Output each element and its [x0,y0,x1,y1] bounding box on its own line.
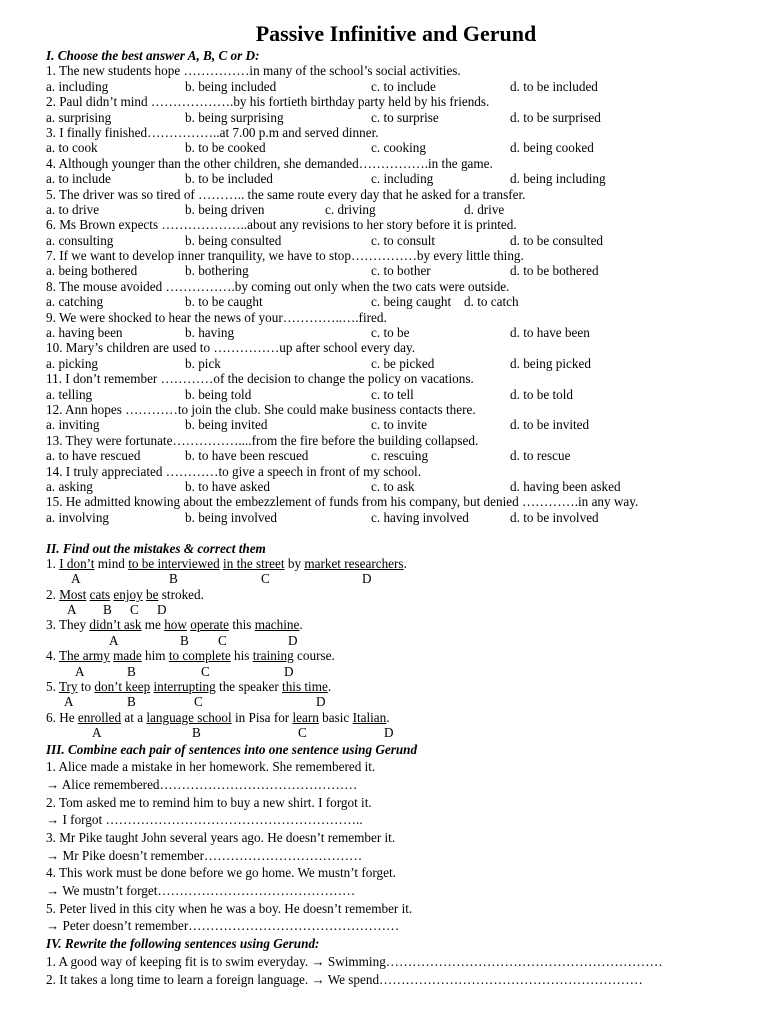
option-letter: A [75,663,85,679]
answer-options [46,325,746,340]
page-title: Passive Infinitive and Gerund [255,21,537,46]
sentence-text: course. [293,648,335,664]
option-letter: A [64,694,74,710]
option-letters [46,633,746,648]
answer-options [46,263,746,278]
answer-option[interactable]: c. being caught [371,294,452,310]
option-letter: A [71,571,81,587]
underlined-segment: market researchers [304,555,404,571]
answer-options [46,294,746,309]
answer-option[interactable]: b. being surprising [185,109,284,125]
underlined-segment: this time [282,679,328,695]
answer-line: → Mr Pike doesn’t remember……………………………… [46,847,363,863]
option-letter: D [384,725,394,741]
answer-option[interactable]: a. being bothered [46,263,138,279]
answer-options [46,110,746,125]
sentence-text: . [386,709,390,725]
mistake-sentence [46,679,746,694]
underlined-segment: enrolled [77,709,122,725]
answer-option[interactable]: d. being cooked [510,140,594,156]
sentence-text: 3. They [46,617,90,633]
option-letter: B [192,725,201,741]
answer-option[interactable]: a. picking [46,355,99,371]
underlined-segment: Italian [352,709,387,725]
option-letter: C [130,602,139,618]
underlined-segment: to be interviewed [128,555,220,571]
sentence-pair: 4. This work must be done before we go home. We mustn’t forget. [46,865,396,881]
option-letter: A [92,725,102,741]
answer-option[interactable]: c. driving [325,201,376,217]
section-4-lines [46,953,746,988]
option-letters [46,664,746,679]
underlined-segment: language school [146,709,232,725]
answer-options [46,387,746,402]
answer-option[interactable]: c. to ask [371,478,415,494]
answer-options [46,233,746,248]
sentence-text: 2. [46,586,60,602]
rewrite-line: 1. A good way of keeping fit is to swim everyday. → Swimming……………………………………………………… [46,953,663,969]
underlined-segment: operate [190,617,230,633]
question-text: 6. Ms Brown expects ………………..about any revisions to her story before it is printed. [46,217,517,233]
option-letter: D [284,663,294,679]
answer-options [46,140,746,155]
option-letter: B [103,602,112,618]
underlined-segment: enjoy [113,586,143,602]
mistake-sentence [46,556,746,571]
underlined-segment: made [113,648,142,664]
option-letters [46,571,746,586]
answer-option[interactable]: d. to catch [464,294,519,310]
answer-option[interactable]: b. to be included [185,171,273,187]
answer-options [46,479,746,494]
mistake-sentence [46,587,746,602]
option-letters [46,602,746,617]
section-2-items [46,556,746,741]
section-gap [46,525,746,540]
answer-option[interactable]: c. including [371,171,434,187]
option-letter: C [298,725,307,741]
answer-option[interactable]: d. to be invited [510,417,590,433]
section-3-heading: III. Combine each pair of sentences into one sentence using Gerund [46,741,418,757]
answer-option[interactable]: d. being picked [510,355,591,371]
question-text: 1. The new students hope ……………in many of the school’s social activities. [46,63,461,79]
answer-option[interactable]: a. to drive [46,201,100,217]
answer-options [46,202,746,217]
answer-option[interactable]: c. rescuing [371,448,429,464]
answer-option[interactable]: d. to be included [510,78,598,94]
option-letter: A [109,632,119,648]
question-text: 10. Mary’s children are used to ……………up after school every day. [46,340,416,356]
answer-option[interactable]: b. pick [185,355,221,371]
option-letter: B [180,632,189,648]
answer-option[interactable]: b. to be cooked [185,140,266,156]
underlined-segment: The army [58,648,110,664]
sentence-text: by [284,555,305,571]
option-letter: C [194,694,203,710]
question-text: 15. He admitted knowing about the embezzlement of funds from his company, but denied ………….in any way. [46,494,639,510]
sentence-text: mind [94,555,129,571]
answer-option[interactable]: c. to surprise [371,109,439,125]
section-1-heading: I. Choose the best answer A, B, C or D: [46,48,260,63]
underlined-segment: I don’t [59,555,95,571]
answer-option[interactable]: d. drive [464,201,505,217]
sentence-pair: 2. Tom asked me to remind him to buy a new shirt. I forgot it. [46,794,372,810]
option-letter: C [218,632,227,648]
answer-option[interactable]: c. to tell [371,386,414,402]
answer-option[interactable]: b. being consulted [185,232,282,248]
answer-option[interactable]: a. to have rescued [46,448,141,464]
answer-option[interactable]: d. to rescue [510,448,571,464]
answer-options [46,171,746,186]
sentence-text: him [141,648,169,664]
question-text: 8. The mouse avoided …………….by coming out only when the two cats were outside. [46,278,510,294]
option-letter: C [201,663,210,679]
answer-option[interactable]: d. to be told [510,386,574,402]
underlined-segment: didn’t ask [89,617,142,633]
answer-option[interactable]: c. cooking [371,140,426,156]
section-1-questions [46,63,746,525]
answer-option[interactable]: d. to be involved [510,509,599,525]
section-2-heading: II. Find out the mistakes & correct them [46,540,266,556]
underlined-segment: interrupting [153,679,216,695]
answer-option[interactable]: b. to have been rescued [185,448,309,464]
question-text: 14. I truly appreciated …………to give a speech in front of my school. [46,463,422,479]
sentence-text: in Pisa for [231,709,293,725]
sentence-pair: 3. Mr Pike taught John several years ago. He doesn’t remember it. [46,830,396,846]
answer-option[interactable]: b. having [185,325,235,341]
answer-option[interactable]: b. being included [185,78,277,94]
answer-options [46,510,746,525]
sentence-text: at a [121,709,147,725]
sentence-text: me [141,617,165,633]
answer-option[interactable]: d. being including [510,171,606,187]
answer-option[interactable]: a. involving [46,509,110,525]
option-letter: D [157,602,167,618]
underlined-segment: training [252,648,294,664]
sentence-text: this [229,617,255,633]
answer-option[interactable]: b. to be caught [185,294,263,310]
mistake-sentence [46,648,746,663]
answer-option[interactable]: b. being told [185,386,252,402]
underlined-segment: machine [254,617,300,633]
underlined-segment: be [146,586,159,602]
worksheet-page [46,20,746,988]
question-text: 3. I finally finished……………..at 7.00 p.m and served dinner. [46,124,379,140]
sentence-text: the speaker [215,679,283,695]
question-text: 2. Paul didn’t mind ……………….by his fortieth birthday party held by his friends. [46,94,490,110]
rewrite-line: 2. It takes a long time to learn a foreign language. → We spend…………………………………………………… [46,971,643,987]
sentence-text: . [403,555,407,571]
question-text: 11. I don’t remember …………of the decision to change the policy on vacations. [46,371,474,387]
question-text: 7. If we want to develop inner tranquility, we have to stop……………by every little thing. [46,248,524,264]
option-letter: B [127,663,136,679]
section-3-lines [46,758,746,935]
option-letters [46,725,746,740]
option-letters [46,694,746,709]
underlined-segment: cats [89,586,111,602]
underlined-segment: Most [59,586,87,602]
answer-option[interactable]: a. telling [46,386,93,402]
answer-option[interactable]: c. to invite [371,417,428,433]
answer-option[interactable]: a. to include [46,171,111,187]
answer-line: → I forgot ………………………………………………….. [46,812,363,828]
answer-options [46,79,746,94]
sentence-text: to [77,679,95,695]
question-text: 13. They were fortunate……………....from the fire before the building collapsed. [46,432,479,448]
answer-option[interactable]: c. to be [371,325,410,341]
question-text: 12. Ann hopes …………to join the club. She could make business contacts there. [46,401,476,417]
option-letter: B [127,694,136,710]
sentence-text: . [327,679,332,695]
underlined-segment: learn [292,709,319,725]
answer-option[interactable]: a. surprising [46,109,112,125]
option-letter: D [316,694,326,710]
option-letter: A [67,602,77,618]
option-letter: C [261,571,270,587]
question-text: 5. The driver was so tired of ……….. the same route every day that he asked for a transfer. [46,186,526,202]
answer-line: → Peter doesn’t remember………………………………………… [46,918,400,934]
sentence-text: 4. [46,648,59,664]
answer-option[interactable]: d. to be surprised [510,109,601,125]
answer-line: → We mustn’t forget……………………………………… [46,883,356,899]
sentence-text: 1. [46,555,60,571]
sentence-text: . [299,617,303,633]
sentence-text: stroked. [158,586,204,602]
mistake-sentence [46,710,746,725]
option-letter: B [169,571,178,587]
underlined-segment: Try [58,679,78,695]
answer-options [46,356,746,371]
option-letter: D [362,571,372,587]
answer-option[interactable]: d. to be consulted [510,232,604,248]
question-text: 4. Although younger than the other children, she demanded…………….in the game. [46,155,493,171]
answer-option[interactable]: b. being invited [185,417,268,433]
answer-option[interactable]: a. inviting [46,417,100,433]
question-text: 9. We were shocked to hear the news of your…………..….fired. [46,309,387,325]
answer-option[interactable]: b. being involved [185,509,277,525]
answer-option[interactable]: a. asking [46,478,93,494]
sentence-pair: 5. Peter lived in this city when he was a boy. He doesn’t remember it. [46,900,413,916]
sentence-text: 6. He [46,709,78,725]
answer-option[interactable]: c. to bother [371,263,431,279]
answer-option[interactable]: b. bothering [185,263,249,279]
answer-option[interactable]: c. to include [371,78,436,94]
underlined-segment: in the street [223,555,285,571]
answer-option[interactable]: a. to cook [46,140,98,156]
answer-option[interactable]: d. to be bothered [510,263,599,279]
underlined-segment: don’t keep [94,679,151,695]
mistake-sentence [46,617,746,632]
answer-option[interactable]: a. including [46,78,109,94]
answer-options [46,448,746,463]
answer-option[interactable]: d. to have been [510,325,590,341]
option-letter: D [288,632,298,648]
answer-option[interactable]: a. consulting [46,232,114,248]
sentence-text: his [230,648,253,664]
answer-option[interactable]: c. having involved [371,509,469,525]
sentence-pair: 1. Alice made a mistake in her homework. She remembered it. [46,759,376,775]
answer-option[interactable]: b. being driven [185,201,265,217]
sentence-text: 5. [46,679,59,695]
underlined-segment: to complete [168,648,231,664]
answer-option[interactable]: a. catching [46,294,104,310]
sentence-text: basic [318,709,353,725]
section-4-heading: IV. Rewrite the following sentences using Gerund: [46,936,320,952]
answer-option[interactable]: c. be picked [371,355,435,371]
answer-option[interactable]: d. having been asked [510,478,621,494]
underlined-segment: how [164,617,187,633]
answer-option[interactable]: a. having been [46,325,123,341]
answer-option[interactable]: c. to consult [371,232,436,248]
answer-option[interactable]: b. to have asked [185,478,270,494]
answer-line: → Alice remembered……………………………………… [46,776,358,792]
answer-options [46,417,746,432]
